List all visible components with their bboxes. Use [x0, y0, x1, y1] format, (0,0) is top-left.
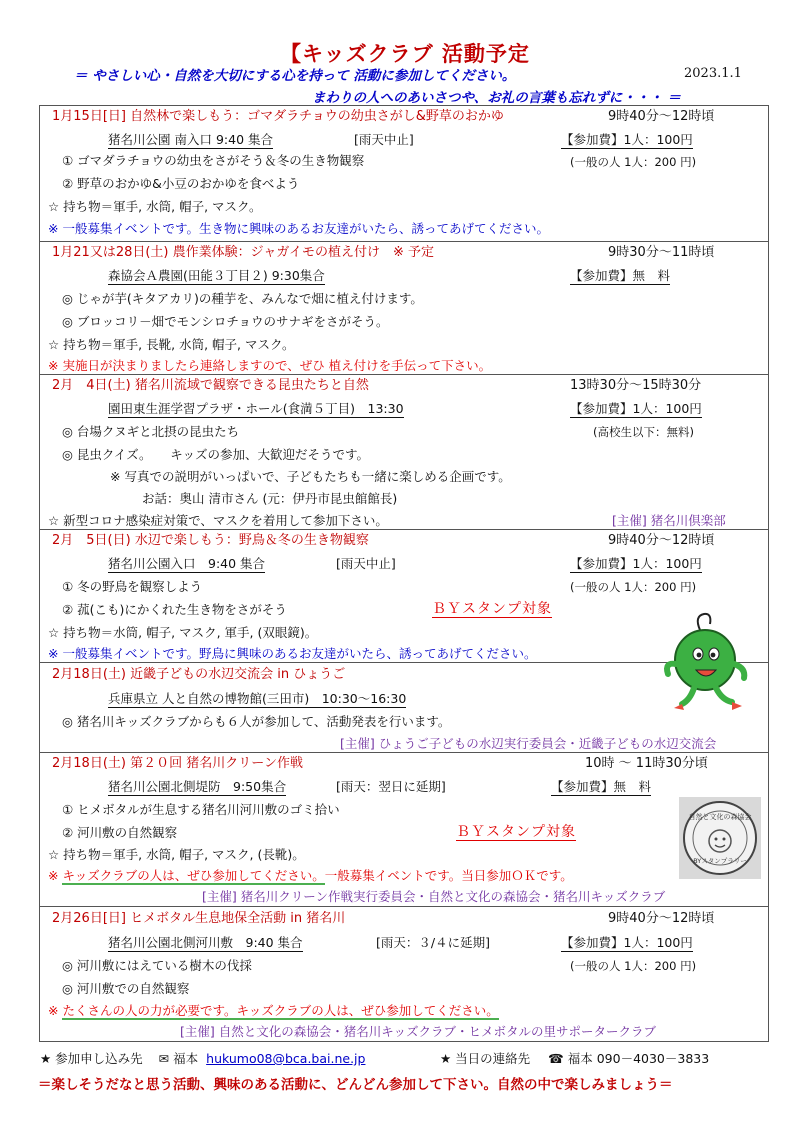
mascot-illustration — [660, 612, 752, 712]
event-1-item-1: ① ゴマダラチョウの幼虫をさがそう＆冬の生き物観察 — [62, 153, 365, 168]
event-2-bring: ☆ 持ち物＝軍手, 長靴, 水筒, 帽子, マスク。 — [48, 337, 295, 352]
stamp-bottom-text: BYスタンプラリー — [693, 857, 747, 865]
event-3-fee: 【参加費】1人：100円 — [570, 401, 702, 416]
event-7-fee-note: (一般の人 1人：200 円) — [570, 959, 697, 973]
event-1-rain: [雨天中止] — [354, 132, 414, 147]
event-7 — [40, 907, 768, 1041]
event-4-place: 猪名川公園入口 9:40 集合 — [108, 556, 266, 571]
event-3-host: [主催] 猪名川倶楽部 — [612, 513, 726, 528]
footer-apply-name: 福本 — [173, 1051, 199, 1066]
event-4 — [40, 530, 768, 663]
footer-apply — [40, 1049, 365, 1067]
mail-icon: ✉ — [158, 1051, 170, 1066]
event-4-fee-note: (一般の人 1人：200 円) — [570, 580, 697, 594]
event-3-item-2: ◎ 昆虫クイズ。 キッズの参加、大歓迎だそうです。 — [62, 447, 370, 462]
event-6-note-a: キッズクラブの人は、ぜひ参加してください。 — [62, 868, 325, 883]
event-2-time: 9時30分～11時頃 — [608, 245, 715, 260]
event-4-fee: 【参加費】1人：100円 — [570, 556, 702, 571]
event-1-bring: ☆ 持ち物＝軍手, 水筒, 帽子, マスク。 — [48, 199, 262, 214]
event-2-item-1: ◎ じゃが芋(キタアカリ)の種芋を、みんなで畑に植え付けます。 — [62, 291, 423, 306]
event-6-note-b: 一般募集イベントです。当日参加ＯＫです。 — [324, 868, 573, 883]
event-7-note — [48, 1003, 499, 1019]
by-stamp-illustration — [679, 797, 761, 879]
event-7-place: 猪名川公園北側河川敷 9:40 集合 — [108, 935, 303, 950]
event-6-host: [主催] 猪名川クリーン作戦実行委員会・自然と文化の森協会・猪名川キッズクラブ — [202, 889, 666, 904]
event-3-extra-2: お話：奥山 清市さん (元：伊丹市昆虫館館長) — [142, 491, 398, 506]
event-4-heading: 2月 5日(日) 水辺で楽しもう：野鳥＆冬の生き物観察 — [52, 533, 369, 548]
event-3-extra-1: ※ 写真での説明がいっぱいで、子どもたちも一緒に楽しめる企画です。 — [110, 469, 511, 484]
event-6-note-mark: ※ — [48, 868, 63, 883]
event-6-stamp-target: ＢＹスタンプ対象 — [456, 824, 576, 840]
event-1-time: 9時40分～12時頃 — [608, 109, 715, 124]
event-6-fee: 【参加費】無 料 — [551, 779, 652, 794]
event-6-note — [48, 868, 573, 884]
event-4-time: 9時40分～12時頃 — [608, 533, 715, 548]
event-7-rain: [雨天：３/４に延期] — [376, 935, 490, 950]
footer-apply-label: ★ 参加申し込み先 — [40, 1051, 143, 1066]
event-7-fee: 【参加費】1人：100円 — [561, 935, 693, 950]
event-4-item-1: ① 冬の野鳥を観察しよう — [62, 579, 203, 594]
stamp-top-text: 自然と文化の森協会 — [688, 813, 752, 821]
schedule-box — [39, 105, 769, 1042]
event-4-rain: [雨天中止] — [336, 556, 396, 571]
event-7-note-a: たくさんの人の力が必要です。キッズクラブの人は、ぜひ参加してください。 — [62, 1003, 499, 1018]
event-7-item-1: ◎ 河川敷にはえている樹木の伐採 — [62, 958, 252, 973]
event-1-fee-note: (一般の人 1人：200 円) — [570, 155, 697, 169]
event-2-fee: 【参加費】無 料 — [570, 268, 671, 283]
event-7-time: 9時40分～12時頃 — [608, 911, 715, 926]
event-4-note: ※ 一般募集イベントです。野鳥に興味のあるお友達がいたら、誘ってあげてください。 — [48, 646, 537, 661]
event-3-fee-note: (高校生以下：無料) — [593, 425, 694, 439]
event-1-place: 猪名川公園 南入口 9:40 集合 — [108, 132, 273, 147]
event-6 — [40, 753, 768, 907]
event-6-rain: [雨天：翌日に延期] — [336, 779, 446, 794]
event-1-note: ※ 一般募集イベントです。生き物に興味のあるお友達がいたら、誘ってあげてください。 — [48, 221, 549, 236]
event-2-place: 森協会Ａ農園(田能３丁目２) 9:30集合 — [108, 268, 325, 283]
event-7-note-mark: ※ — [48, 1003, 63, 1018]
event-2-note: ※ 実施日が決まりましたら連絡しますので、ぜひ 植え付けを手伝って下さい。 — [48, 358, 492, 373]
event-4-stamp-target: ＢＹスタンプ対象 — [432, 601, 552, 617]
event-5-item-1: ◎ 猪名川キッズクラブからも６人が参加して、活動発表を行います。 — [62, 714, 451, 729]
event-7-heading: 2月26日[日] ヒメボタル生息地保全活動 in 猪名川 — [52, 911, 346, 926]
event-6-time: 10時 ～ 11時30分頃 — [585, 756, 708, 771]
motto-line-1: ＝ やさしい心・自然を大切にする心を持って 活動に参加してください。 — [74, 68, 516, 84]
event-4-item-2: ② 菰(こも)にかくれた生き物をさがそう — [62, 602, 287, 617]
event-2-heading: 1月21又は28日(土) 農作業体験：ジャガイモの植え付け ※ 予定 — [52, 245, 435, 260]
event-3-place: 園田東生涯学習プラザ・ホール(食満５丁目) 13:30 — [108, 401, 404, 416]
event-5-heading: 2月18日(土) 近畿子どもの水辺交流会 in ひょうご — [52, 667, 346, 682]
event-5-host: [主催] ひょうご子どもの水辺実行委員会・近畿子どもの水辺交流会 — [340, 736, 717, 751]
footer-contact-label: ★ 当日の連絡先 — [440, 1051, 531, 1066]
page-title: 【キッズクラブ 活動予定 — [280, 42, 530, 66]
event-1 — [40, 106, 768, 242]
footer-email-link[interactable]: hukumo08@bca.bai.ne.jp — [206, 1051, 366, 1066]
event-2 — [40, 242, 768, 375]
event-6-item-2: ② 河川敷の自然観察 — [62, 825, 178, 840]
event-7-item-2: ◎ 河川敷での自然観察 — [62, 981, 190, 996]
event-3-heading: 2月 4日(土) 猪名川流域で観察できる昆虫たちと自然 — [52, 378, 369, 393]
event-3-bring: ☆ 新型コロナ感染症対策で、マスクを着用して参加下さい。 — [48, 513, 388, 528]
event-5-place: 兵庫県立 人と自然の博物館(三田市) 10:30～16:30 — [108, 691, 407, 706]
event-6-place: 猪名川公園北側堤防 9:50集合 — [108, 779, 287, 794]
event-6-heading: 2月18日(土) 第２０回 猪名川クリーン作戦 — [52, 756, 303, 771]
footer-contact-value: 福本 090－4030－3833 — [567, 1051, 710, 1066]
issue-date: 2023.1.1 — [684, 66, 742, 81]
event-3-item-1: ◎ 台場クヌギと北摂の昆虫たち — [62, 424, 240, 439]
event-1-item-2: ② 野草のおかゆ&小豆のおかゆを食べよう — [62, 176, 300, 191]
event-3 — [40, 375, 768, 530]
event-7-host: [主催] 自然と文化の森協会・猪名川キッズクラブ・ヒメボタルの里サポータークラブ — [180, 1024, 656, 1039]
event-1-heading: 1月15日[日] 自然林で楽しもう：ゴマダラチョウの幼虫さがし&野草のおかゆ — [52, 109, 504, 124]
motto-line-2: まわりの人へのあいさつや、お礼の言葉も忘れずに・・・ ＝ — [312, 90, 681, 106]
event-1-fee: 【参加費】1人：100円 — [561, 132, 693, 147]
event-2-item-2: ◎ ブロッコリ－畑でモンシロチョウのサナギをさがそう。 — [62, 314, 389, 329]
event-5 — [40, 663, 768, 753]
event-3-time: 13時30分～15時30分 — [570, 378, 702, 393]
event-4-bring: ☆ 持ち物＝水筒, 帽子, マスク, 軍手, (双眼鏡)。 — [48, 625, 318, 640]
event-6-item-1: ① ヒメボタルが生息する猪名川河川敷のゴミ拾い — [62, 802, 340, 817]
event-6-bring: ☆ 持ち物＝軍手, 水筒, 帽子, マスク, (長靴)。 — [48, 847, 305, 862]
footer-closing: ＝楽しそうだなと思う活動、興味のある活動に、どんどん参加して下さい。自然の中で楽しみましょう＝ — [38, 1077, 673, 1093]
phone-icon: ☎ — [548, 1051, 564, 1066]
footer-contact — [440, 1049, 709, 1067]
